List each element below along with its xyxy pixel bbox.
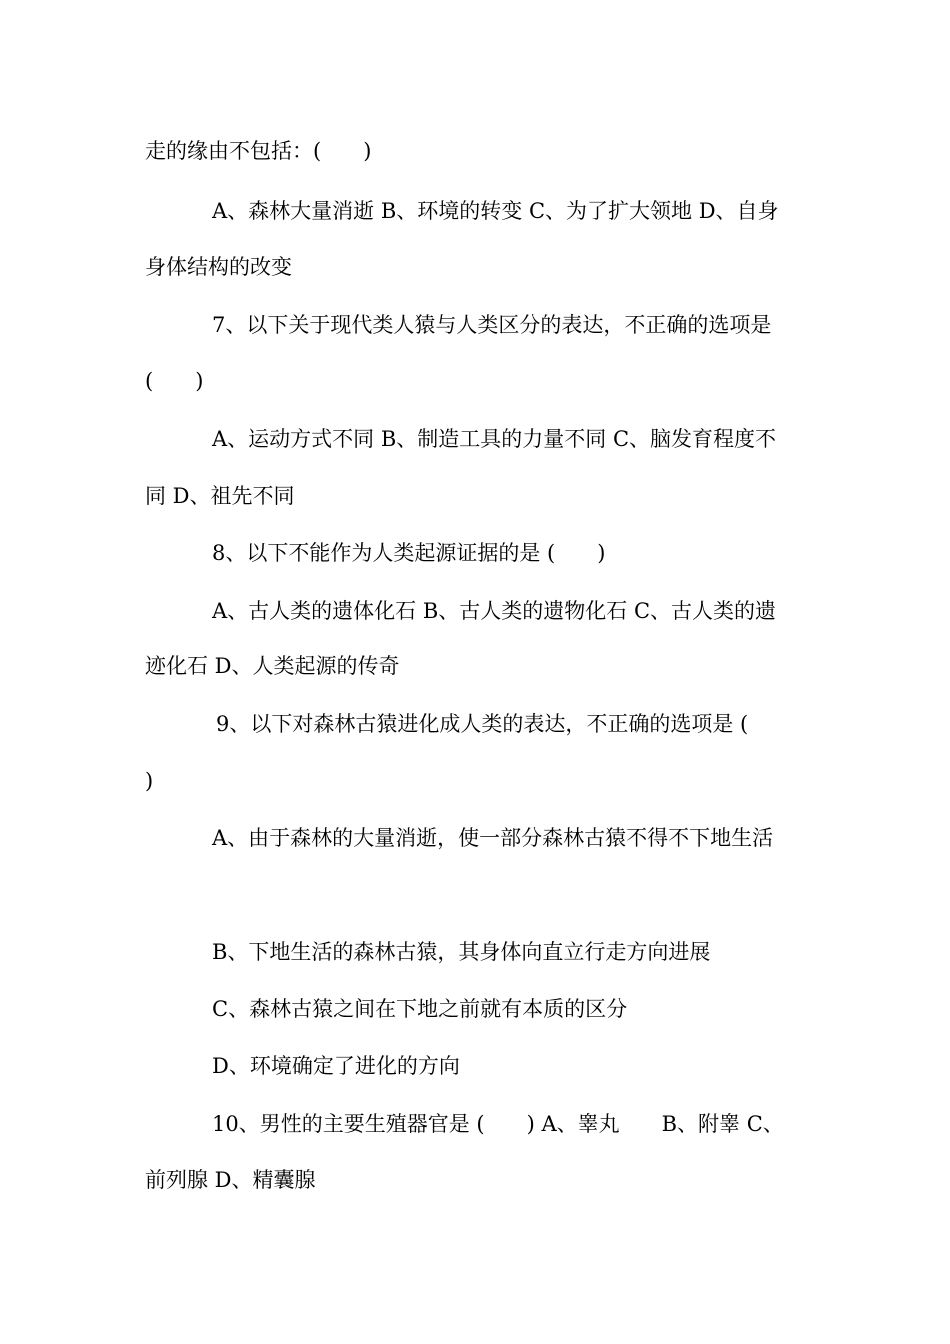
text-line: 走的缘由不包括：( ) — [145, 139, 372, 163]
text-line: 迹化石 D、人类起源的传奇 — [145, 654, 400, 678]
question-8: 8、以下不能作为人类起源证据的是 ( ) — [212, 541, 606, 565]
text-line: 身体结构的改变 — [145, 255, 292, 279]
text-line: A、运动方式不同 B、制造工具的力量不同 C、脑发育程度不 — [212, 427, 777, 451]
text-line: A、古人类的遗体化石 B、古人类的遗物化石 C、古人类的遗 — [212, 599, 777, 623]
text-line: ) — [145, 769, 154, 793]
question-7: 7、以下关于现代类人猿与人类区分的表达，不正确的选项是 — [212, 313, 772, 337]
question-9: 9、以下对森林古猿进化成人类的表达，不正确的选项是 ( — [216, 712, 749, 736]
text-line: B、下地生活的森林古猿，其身体向直立行走方向进展 — [212, 940, 711, 964]
text-line: A、由于森林的大量消逝，使一部分森林古猿不得不下地生活 — [212, 826, 774, 850]
text-line: D、环境确定了进化的方向 — [212, 1054, 460, 1078]
text-line: ( ) — [145, 369, 204, 393]
text-line: 前列腺 D、精囊腺 — [145, 1168, 316, 1192]
text-line: A、森林大量消逝 B、环境的转变 C、为了扩大领地 D、自身 — [212, 199, 779, 223]
text-line: 同 D、祖先不同 — [145, 484, 295, 508]
question-10: 10、男性的主要生殖器官是 ( ) A、睾丸 B、附睾 C、 — [212, 1112, 784, 1136]
text-line: C、森林古猿之间在下地之前就有本质的区分 — [212, 997, 628, 1021]
